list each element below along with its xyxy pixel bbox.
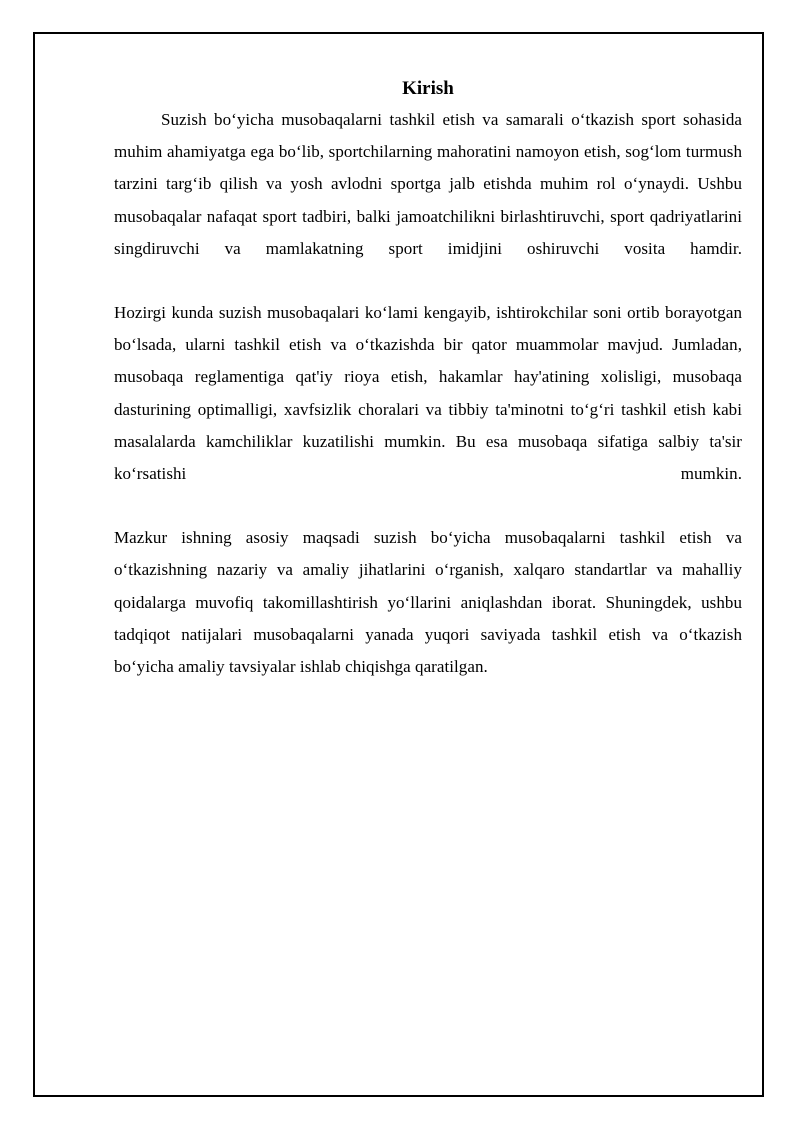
paragraph-problems: Hozirgi kunda suzish musobaqalari ko‘lami kengayib, ishtirokchilar soni ortib borayotgan bo‘lsada, ularni tashkil etish va o‘tkazishda bir qator muammolar mavjud. Jumladan, musobaqa reglamentiga qat'iy rioya etish, hakamlar hay'atining xolisligi, musobaqa dasturining optimalligi, xavfsizlik choralari va tibbiy ta'minotni to‘g‘ri tashkil etish kabi masalalarda kamchiliklar kuzatilishi mumkin. Bu esa musobaqa sifatiga salbiy ta'sir ko‘rsatishi mumkin. xyxy=(114,303,742,484)
paragraph-spacer xyxy=(114,265,742,297)
paragraph-intro: Suzish bo‘yicha musobaqalarni tashkil etish va samarali o‘tkazish sport sohasida muhim ahamiyatga ega bo‘lib, sportchilarning mahoratini namoyon etish, sog‘lom turmush tarzini targ‘ib qilish va yosh avlodni sportga jalb etishda muhim rol o‘ynaydi. Ushbu musobaqalar nafaqat sport tadbiri, balki jamoatchilikni birlashtiruvchi, sport qadriyatlarini singdiruvchi va mamlakatning sport imidjini oshiruvchi vosita hamdir. xyxy=(114,110,742,258)
document-body xyxy=(114,74,742,683)
page-title: Kirish xyxy=(402,78,454,99)
paragraph-spacer xyxy=(114,490,742,522)
paragraph-goal: Mazkur ishning asosiy maqsadi suzish bo‘yicha musobaqalarni tashkil etish va o‘tkazishning nazariy va amaliy jihatlarini o‘rganish, xalqaro standartlar va mahalliy qoidalarga muvofiq takomillashtirish yo‘llarini aniqlashdan iborat. Shuningdek, ushbu tadqiqot natijalari musobaqalarni yanada yuqori saviyada tashkil etish va o‘tkazish bo‘yicha amaliy tavsiyalar ishlab chiqishga qaratilgan. xyxy=(114,528,742,677)
